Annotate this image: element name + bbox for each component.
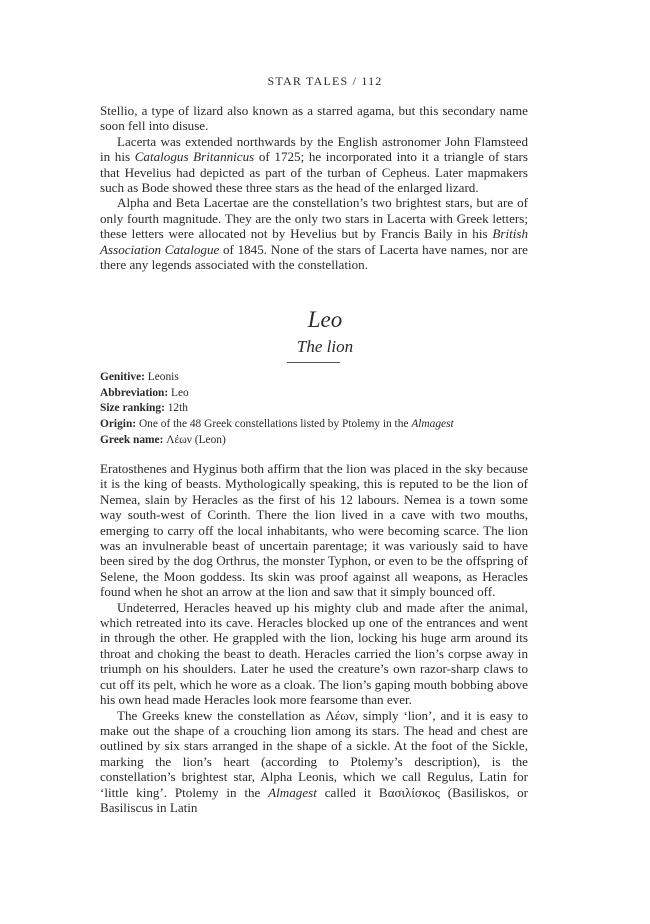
paragraph: [100, 461, 528, 600]
paragraph: [100, 600, 528, 708]
book-title: British Association Catalogue: [100, 226, 528, 257]
fact-label: Origin:: [100, 418, 137, 431]
fact-greek-name: [100, 433, 528, 449]
fact-label: Size ranking:: [100, 402, 165, 415]
book-title: Almagest: [411, 418, 454, 431]
title-divider: [287, 362, 340, 363]
fact-size-ranking: [100, 401, 528, 417]
fact-label: Abbreviation:: [100, 386, 169, 399]
fact-origin: [100, 417, 528, 433]
paragraph: [100, 134, 528, 196]
fact-value: Leonis: [147, 371, 179, 383]
fact-value: Leo: [171, 386, 189, 399]
book-title: Almagest: [268, 784, 317, 800]
section-title: Leo: [307, 307, 343, 332]
paragraph-text: Undeterred, Heracles heaved up his mighty club and made after the animal, which retreated into its cave. Heracles blocked up one of the entrances and went in through the other. He grappled with the lion, locking his huge arm around its throat and choking the beast to death. Heracles carried the lion’s corpse away in triumph on his shoulders. Later he used the creature’s own razor-sharp claws to cut off its pelt, which he wore as a cloak. The lion’s gaping mouth bobbing above his own head made Heracles look more fearsome than ever.: [100, 599, 528, 708]
fact-label: Genitive:: [100, 371, 145, 383]
paragraph-text: Lacerta was extended northwards by the English astronomer John Flamsteed in his: [100, 133, 528, 165]
paragraph-text: Eratosthenes and Hyginus both affirm that the lion was placed in the sky because it is the king of beasts. Mythologically speaking, this is reputed to be the lion of Nemea, slain by Heracles as the first of his 12 labours. Nemea is a town some way south-west of Corinth. There the lion lived in a cave with two mouths, emerging to carry off the local inhabitants, who were becoming scarce. The lion was an invulnerable beast of uncertain parentage; it was variously said to have been sired by the dog Orthrus, the monster Typhon, or even to be the offspring of Selene, the Moon goddess. Its skin was proof against all weapons, as Heracles found when he shot an arrow at the lion and saw that it simply bounced off.: [100, 461, 528, 600]
paragraph-text: Stellio, a type of lizard also known as a starred agama, but this secondary name soon fell into disuse.: [100, 103, 528, 134]
fact-box: [100, 370, 528, 449]
fact-label: Greek name:: [100, 433, 164, 446]
paragraph-text: of 1725; he incorporated into it a triangle of stars that Hevelius had depicted as part of the turban of Cepheus. Later mapmakers such as Bode showed these three stars as the head of the enlarged lizard.: [100, 149, 529, 196]
fact-abbreviation: [100, 386, 528, 402]
paragraph-text: called it Βασιλίσκος (Basiliskos, or Basiliscus in Latin: [100, 784, 528, 815]
section-subtitle: The lion: [296, 337, 354, 356]
running-head: STAR TALES / 112: [267, 74, 383, 88]
paragraph: [100, 708, 528, 816]
fact-genitive: [100, 370, 528, 386]
paragraph: [100, 195, 528, 272]
fact-value: Λέων (Leon): [166, 433, 226, 446]
book-title: Catalogus Britannicus: [134, 149, 255, 165]
fact-value: 12th: [167, 402, 188, 415]
paragraph-text: Alpha and Beta Lacertae are the constellation’s two brightest stars, but are of only fourth magnitude. They are the only two stars in Lacerta with Greek letters; these letters were allocated not by Hevelius but by Francis Baily in his: [100, 195, 528, 242]
leo-text-block: [100, 461, 528, 815]
paragraph-text: of 1845. None of the stars of Lacerta have names, nor are there any legends associated with the constellation.: [100, 241, 528, 273]
paragraph: [100, 103, 528, 134]
paragraph-text: The Greeks knew the constellation as Λέων, simply ‘lion’, and it is easy to make out the shape of a crouching lion among its stars. The head and chest are outlined by six stars arranged in the shape of a sickle. At the foot of the Sickle, marking the lion’s heart (according to Ptolemy’s description), is the constellation’s brightest star, Alpha Leonis, which we call Regulus, Latin for ‘little king’. Ptolemy in the: [100, 707, 528, 800]
lacerta-text-block: [100, 103, 528, 272]
fact-value: One of the 48 Greek constellations listed by Ptolemy in the: [138, 418, 412, 431]
